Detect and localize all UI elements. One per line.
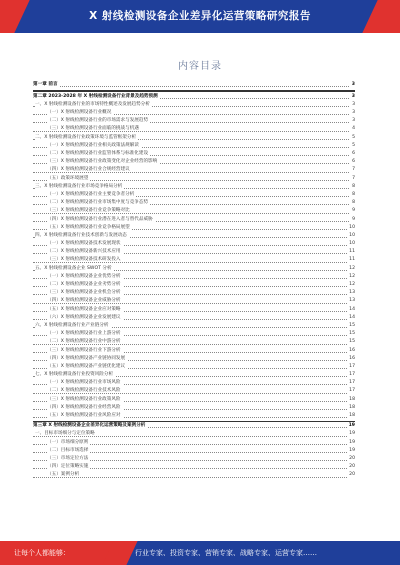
toc-entry[interactable] [33,232,355,240]
toc-entry[interactable] [33,289,355,297]
toc-entry-text: （一）X 射线检测设备技术发展现状 [47,241,121,247]
toc-entry-page: 3 [351,109,355,117]
toc-entry[interactable] [33,199,355,207]
toc-entry-text: 五、X 射线检测设备企业 SWOT 分析 [35,265,112,271]
toc-entry[interactable] [33,322,355,330]
toc-entry[interactable] [33,142,355,150]
toc-entry-text: （一）X 射线检测设备行业概况 [47,110,112,116]
toc-entry[interactable] [33,447,355,455]
toc-entry-page: 8 [351,183,355,191]
toc-entry[interactable] [33,297,355,305]
toc-entry-page: 9 [351,207,355,215]
toc-entry-page: 19 [348,430,355,438]
toc-entry-page: 6 [351,158,355,166]
toc-entry-page: 19 [348,447,355,455]
toc-entry[interactable] [33,387,355,395]
toc-entry[interactable] [33,248,355,256]
toc-entry-text: 第二章 2023-2028 年 X 射线检测设备行业背景及趋势预测 [33,93,158,99]
toc-entry-text: （一）X 射线检测设备行业主要竞争者分析 [47,191,135,197]
toc-entry-text: （五）X 射线检测设备产业链优化建议 [47,363,126,369]
toc-entry[interactable] [33,117,355,125]
toc-entry[interactable] [33,463,355,471]
toc-entry-text: （三）X 射线检测设备企业机会分析 [47,290,121,296]
toc-entry-text: （六）X 射线检测设备企业发展建议 [47,314,121,320]
toc-entry[interactable] [33,125,355,133]
toc-entry-page: 3 [351,81,355,89]
toc-entry-text: （二）X 射线检测设备行业技术风险 [47,388,121,394]
toc-entry[interactable] [33,256,355,264]
toc-entry-text: （二）X 射线检测设备行业的市场需求与发展趋势 [47,118,149,124]
footer-slogan: 让每个人都能够： [14,549,70,557]
toc-entry-page: 12 [348,265,355,273]
toc-entry-page: 18 [348,412,355,420]
toc-entry-text: （四）X 射线检测设备产业链协同发展 [47,355,126,361]
toc-entry[interactable] [33,166,355,174]
toc-entry-page: 13 [348,289,355,297]
toc-leader-dots [33,81,349,87]
toc-entry-text: 六、X 射线检测设备行业产业链分析 [35,322,109,328]
toc-entry-page: 7 [351,166,355,174]
toc-entry-page: 20 [348,463,355,471]
toc-entry-page: 4 [351,125,355,133]
toc-entry-page: 20 [348,471,355,479]
toc-heading: 内容目录 [178,61,222,72]
toc-entry-page: 5 [351,142,355,150]
toc-entry[interactable] [33,306,355,314]
toc-entry-page: 8 [351,191,355,199]
toc-entry-text: （四）X 射线检测设备企业威胁分析 [47,298,121,304]
toc-entry-page: 17 [348,363,355,371]
toc-entry-text: （三）X 射线检测设备行业竞争策略对比 [47,208,130,214]
toc-entry[interactable] [33,347,355,355]
toc-entry[interactable] [33,430,355,438]
toc-entry-text: （一）X 射线检测设备企业优势分析 [47,273,121,279]
toc-entry-page: 9 [351,216,355,224]
toc-entry-text: （五）X 射线检测设备企业应对策略 [47,306,121,312]
toc-entry[interactable] [33,240,355,248]
toc-entry-page: 17 [348,387,355,395]
toc-entry[interactable] [33,455,355,463]
toc-entry-text: （二）X 射线检测设备行业市场集中度与竞争态势 [47,200,149,206]
table-of-contents [33,81,355,480]
toc-entry-page: 17 [348,379,355,387]
toc-entry[interactable] [33,396,355,404]
toc-entry-page: 10 [348,224,355,232]
toc-entry-page: 8 [351,199,355,207]
toc-entry-page: 19 [348,422,355,430]
toc-entry[interactable] [33,265,355,273]
toc-entry[interactable] [33,371,355,379]
toc-entry-page: 3 [351,101,355,109]
toc-entry-page: 18 [348,404,355,412]
toc-entry-page: 15 [348,330,355,338]
toc-entry[interactable] [33,101,355,109]
toc-entry-text: （二）X 射线检测设备行业监管体系与标准化建设 [47,151,149,156]
toc-entry[interactable] [33,355,355,363]
report-title: X 射线检测设备企业差异化运营策略研究报告 [89,10,311,22]
toc-entry[interactable] [33,422,355,430]
toc-entry-text: （一）X 射线检测设备行业相关政策法规解读 [47,142,139,148]
footer-tags: 行业专家、投资专家、营销专家、战略专家、运营专家…… [135,549,317,557]
toc-entry-text: （四）X 射线检测设备行业潜在进入者与替代品威胁 [47,216,153,222]
toc-entry-page: 12 [348,273,355,281]
toc-entry-text: 三、X 射线检测设备行业市场竞争格局分析 [35,183,123,189]
toc-entry-text: 二、X 射线检测设备行业政策环境与监管框架分析 [35,134,137,140]
toc-entry-text: 一、X 射线检测设备行业的市场特性概述及发展趋势分析 [35,101,150,107]
toc-entry-text: （四）X 射线检测设备行业经营风险 [47,404,121,410]
toc-entry-page: 10 [348,240,355,248]
toc-entry-page: 7 [351,175,355,183]
toc-entry-text: （一）市场细分原则 [47,439,89,445]
toc-entry-page: 6 [351,150,355,158]
toc-entry-page: 15 [348,322,355,330]
toc-entry-text: 第三章 X 射线检测设备企业差异化运营策略及案例分析 [33,423,146,429]
toc-entry[interactable] [33,412,355,420]
toc-entry-text: （五）X 射线检测设备行业风险应对 [47,413,121,418]
toc-entry-page: 10 [348,232,355,240]
toc-entry-page: 20 [348,455,355,463]
toc-entry[interactable] [33,175,355,183]
toc-entry-page: 3 [351,117,355,125]
toc-entry-text: （三）X 射线检测设备技术研发投入 [47,257,121,263]
toc-entry[interactable] [33,281,355,289]
toc-entry[interactable] [33,158,355,166]
toc-entry[interactable] [33,338,355,346]
toc-entry[interactable] [33,224,355,232]
toc-entry-text: （三）市场定位方法 [47,455,89,461]
toc-entry-page: 16 [348,347,355,355]
toc-entry-text: （一）X 射线检测设备行业上游分析 [47,331,121,337]
toc-entry-page: 14 [348,306,355,314]
toc-entry-text: （三）X 射线检测设备行业政策变化对企业经营的影响 [47,159,158,165]
toc-entry[interactable] [33,471,355,479]
header-bar [0,0,400,33]
toc-entry-text: （五）政策环境展望 [47,175,89,181]
toc-entry[interactable] [33,150,355,158]
toc-entry-text: （二）目标市场选择 [47,447,89,453]
toc-entry-page: 5 [351,134,355,142]
toc-entry[interactable] [33,109,355,117]
toc-entry-page: 16 [348,355,355,363]
toc-entry-text: 四、X 射线检测设备行业技术创新与发展动态 [35,232,127,238]
toc-entry[interactable] [33,183,355,191]
toc-entry-text: （五）案例分析 [47,472,80,478]
toc-entry-text: 七、X 射线检测设备行业投资风险分析 [35,372,114,378]
toc-entry[interactable] [33,207,355,215]
toc-entry[interactable] [33,439,355,447]
toc-entry-text: （二）X 射线检测设备企业劣势分析 [47,282,121,287]
toc-entry-text: （四）X 射线检测设备行业合规经营建议 [47,167,130,173]
toc-entry-page: 14 [348,314,355,322]
toc-entry-page: 17 [348,371,355,379]
footer-bar [0,541,400,565]
toc-entry[interactable] [33,134,355,142]
toc-entry-text: （一）X 射线检测设备行业市场风险 [47,380,121,386]
toc-entry-text: 第一章 前言 [33,82,58,87]
toc-entry-page: 11 [348,248,355,256]
toc-entry[interactable] [33,404,355,412]
toc-entry-text: （四）定位策略实施 [47,464,89,470]
toc-entry-page: 18 [348,396,355,404]
toc-entry[interactable] [33,314,355,322]
toc-entry-page: 3 [351,93,355,101]
toc-entry-page: 15 [348,338,355,346]
toc-entry[interactable] [33,273,355,281]
toc-entry[interactable] [33,93,355,101]
toc-entry-page: 12 [348,281,355,289]
toc-entry[interactable] [33,81,355,89]
toc-entry-page: 11 [348,256,355,264]
toc-entry-text: （三）X 射线检测设备行业下游分析 [47,347,121,353]
toc-entry-text: （三）X 射线检测设备行业政策风险 [47,396,121,402]
toc-entry-text: （二）X 射线检测设备新兴技术应用 [47,249,121,255]
toc-entry[interactable] [33,216,355,224]
toc-entry-text: （五）X 射线检测设备行业竞争格局展望 [47,224,130,230]
toc-entry[interactable] [33,191,355,199]
toc-entry-text: （二）X 射线检测设备行业中游分析 [47,339,121,345]
toc-entry[interactable] [33,330,355,338]
toc-entry[interactable] [33,379,355,387]
toc-entry-text: （三）X 射线检测设备行业面临的挑战与机遇 [47,126,139,132]
toc-entry[interactable] [33,363,355,371]
toc-entry-page: 19 [348,439,355,447]
toc-entry-page: 13 [348,297,355,305]
toc-entry-text: 一、目标市场细分与定位策略 [35,431,95,437]
